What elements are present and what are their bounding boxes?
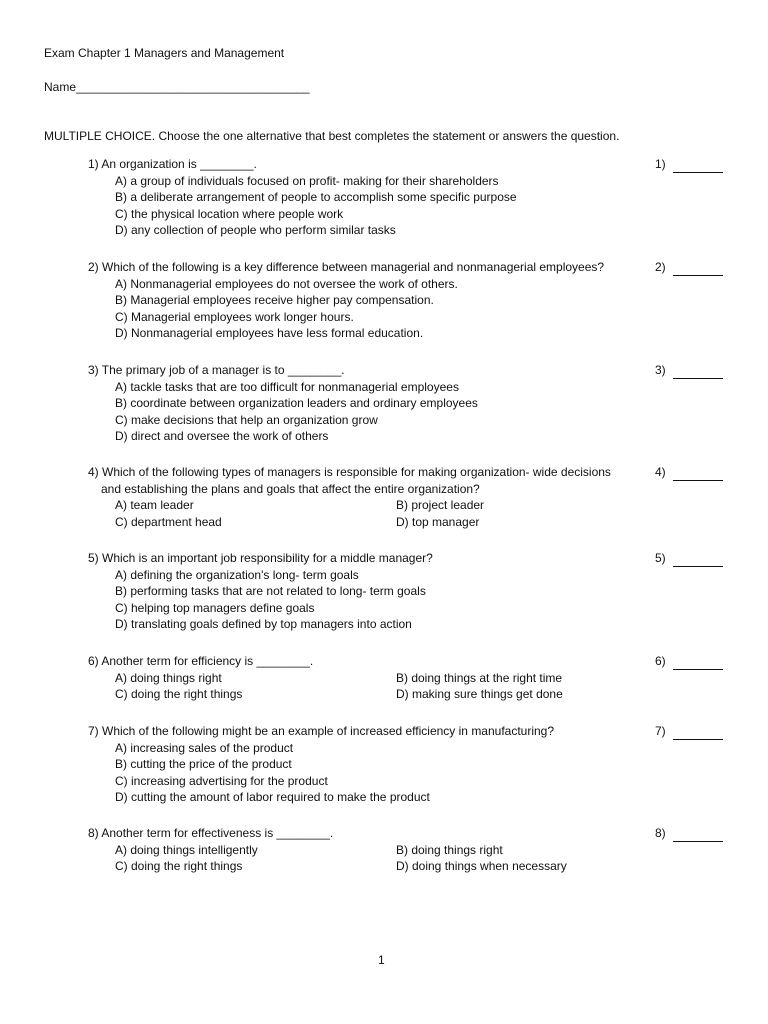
option-d: D) direct and oversee the work of others	[115, 429, 329, 444]
option-a: A) team leader	[115, 498, 194, 513]
option-b: B) project leader	[396, 498, 485, 513]
question-stem: 4) Which of the following types of managers is responsible for making organization- wide decisions	[88, 465, 611, 479]
option-c: C) helping top managers define goals	[115, 600, 315, 615]
option-a: A) a group of individuals focused on profit- making for their shareholders	[115, 173, 499, 188]
option-b: B) doing things at the right time	[396, 670, 563, 685]
question-number: 6)	[655, 654, 666, 668]
option-d: D) any collection of people who perform similar tasks	[115, 223, 396, 238]
option-d: D) doing things when necessary	[396, 859, 567, 874]
question-number: 1)	[655, 157, 666, 171]
option-a: A) increasing sales of the product	[115, 740, 294, 755]
answer-blank[interactable]	[673, 841, 723, 842]
instructions: MULTIPLE CHOICE. Choose the one alternative that best completes the statement or answers the question.	[44, 129, 620, 143]
question-stem: 2) Which of the following is a key difference between managerial and nonmanagerial employees?	[88, 260, 605, 274]
answer-blank[interactable]	[673, 275, 723, 276]
answer-blank[interactable]	[673, 669, 723, 670]
option-d: D) making sure things get done	[396, 687, 563, 702]
option-a: A) doing things intelligently	[115, 842, 258, 857]
option-d: D) top manager	[396, 514, 480, 529]
question-stem-continued: and establishing the plans and goals that affect the entire organization?	[101, 481, 480, 496]
option-b: B) Managerial employees receive higher pay compensation.	[115, 293, 434, 308]
option-b: B) performing tasks that are not related to long- term goals	[115, 584, 426, 599]
option-a: A) defining the organization's long- term goals	[115, 567, 359, 582]
answer-blank[interactable]	[673, 378, 723, 379]
exam-title: Exam Chapter 1 Managers and Management	[44, 46, 285, 60]
option-a: A) Nonmanagerial employees do not oversee the work of others.	[115, 276, 458, 291]
answer-blank[interactable]	[673, 566, 723, 567]
question-stem: 8) Another term for effectiveness is ________.	[88, 826, 334, 840]
question-stem: 6) Another term for efficiency is ________.	[88, 654, 314, 668]
option-c: C) increasing advertising for the product	[115, 773, 328, 788]
question-number: 2)	[655, 260, 666, 274]
option-c: C) Managerial employees work longer hours.	[115, 309, 354, 324]
option-b: B) cutting the price of the product	[115, 757, 292, 772]
question-stem: 7) Which of the following might be an example of increased efficiency in manufacturing?	[88, 724, 555, 738]
question-number: 8)	[655, 826, 666, 840]
option-a: A) doing things right	[115, 670, 222, 685]
option-a: A) tackle tasks that are too difficult for nonmanagerial employees	[115, 379, 459, 394]
option-b: B) doing things right	[396, 842, 503, 857]
option-c: C) make decisions that help an organization grow	[115, 412, 378, 427]
question-number: 5)	[655, 551, 666, 565]
question-number: 7)	[655, 724, 666, 738]
option-d: D) cutting the amount of labor required to make the product	[115, 790, 430, 805]
answer-blank[interactable]	[673, 480, 723, 481]
option-c: C) department head	[115, 514, 222, 529]
option-d: D) Nonmanagerial employees have less formal education.	[115, 326, 424, 341]
option-b: B) coordinate between organization leaders and ordinary employees	[115, 396, 478, 411]
answer-blank[interactable]	[673, 172, 723, 173]
option-d: D) translating goals defined by top managers into action	[115, 617, 412, 632]
question-stem: 3) The primary job of a manager is to ________.	[88, 363, 345, 377]
answer-blank[interactable]	[673, 739, 723, 740]
question-number: 4)	[655, 465, 666, 479]
question-number: 3)	[655, 363, 666, 377]
page-number: 1	[378, 953, 385, 967]
question-stem: 1) An organization is ________.	[88, 157, 257, 171]
option-c: C) doing the right things	[115, 687, 243, 702]
option-c: C) the physical location where people work	[115, 206, 344, 221]
question-stem: 5) Which is an important job responsibility for a middle manager?	[88, 551, 433, 565]
name-line: Name___________________________________	[44, 80, 310, 94]
option-c: C) doing the right things	[115, 859, 243, 874]
option-b: B) a deliberate arrangement of people to accomplish some specific purpose	[115, 190, 517, 205]
